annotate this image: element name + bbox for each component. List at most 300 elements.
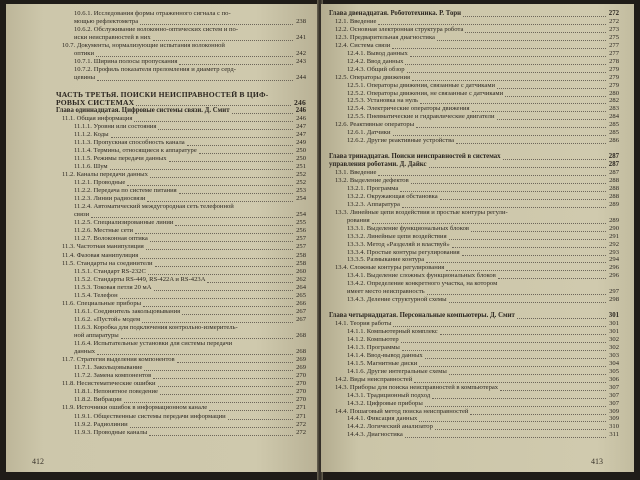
toc-entry — [335, 42, 619, 50]
toc-entry — [347, 415, 619, 423]
toc-page-number: 272 — [609, 17, 619, 25]
dot-leader — [456, 143, 606, 144]
dot-leader — [420, 103, 606, 104]
dot-leader — [140, 258, 293, 259]
dot-leader — [435, 429, 606, 430]
toc-page-number: 278 — [609, 57, 619, 65]
toc-entry — [347, 217, 619, 225]
dot-leader — [449, 239, 606, 240]
toc-entry — [335, 209, 619, 217]
dot-leader — [427, 294, 606, 295]
dot-leader — [402, 350, 606, 351]
toc-entry-title: 12.5.1. Операторы движения, связанные с датчиками — [347, 81, 496, 89]
toc-entry — [74, 340, 306, 348]
toc-page-number: 289 — [609, 216, 619, 224]
toc-entry — [347, 233, 619, 241]
toc-entry-title: мощью рефлектометра — [74, 18, 139, 26]
toc-entry — [347, 185, 619, 193]
toc-entry-title: 12.4. Система связи — [335, 41, 391, 49]
toc-page-number: 258 — [296, 259, 306, 267]
toc-entry — [335, 26, 619, 34]
toc-entry-title: 14.3.1. Традиционный подход — [347, 391, 431, 399]
toc-page-number: 252 — [296, 171, 306, 178]
toc-page-number: 270 — [296, 372, 306, 380]
toc-entry — [347, 400, 619, 408]
dot-leader — [412, 80, 606, 81]
toc-entry-title: 14.3.2. Цифровые приборы — [347, 399, 423, 407]
dot-leader — [209, 410, 293, 411]
left-page-number: 412 — [32, 457, 44, 466]
toc-entry — [62, 380, 306, 388]
toc-entry — [335, 376, 619, 384]
toc-entry — [347, 249, 619, 257]
dot-leader — [96, 56, 293, 57]
toc-entry — [347, 360, 619, 368]
toc-entry-title: РОВЫХ СИСТЕМАХ — [56, 98, 135, 107]
dot-leader — [497, 88, 606, 89]
dot-leader — [120, 298, 293, 299]
toc-entry-title: Глава двенадцатая. Робототехника. Р. Торн — [329, 10, 462, 17]
toc-entry-title: 14.1. Теория работы — [335, 320, 392, 328]
toc-page-number: 271 — [296, 404, 306, 412]
toc-entry — [62, 243, 306, 251]
toc-entry-title: 14.4.1. Фиксация данных — [347, 415, 418, 423]
toc-page-number: 252 — [296, 179, 306, 187]
dot-leader — [179, 64, 293, 65]
toc-entry — [74, 316, 306, 324]
toc-entry-title: 11.1.4. Термины, относящиеся к аппаратуре — [74, 146, 197, 154]
toc-entry — [74, 147, 306, 155]
toc-entry — [347, 201, 619, 209]
toc-entry — [74, 123, 306, 131]
toc-page-number: 251 — [296, 162, 306, 170]
toc-page-number: 260 — [296, 267, 306, 275]
toc-entry-title: 14.1.6. Другие интегральные схемы — [347, 367, 447, 375]
toc-entry — [347, 241, 619, 249]
dot-leader — [175, 225, 293, 226]
toc-page-number: 257 — [296, 243, 306, 251]
toc-page-number: 304 — [609, 359, 619, 367]
toc-entry-title: рования — [347, 216, 370, 224]
toc-page-number: 290 — [609, 224, 619, 232]
toc-page-number: 310 — [609, 423, 619, 431]
toc-entry — [74, 364, 306, 372]
part-heading — [56, 99, 306, 107]
toc-entry-title: 12.5.4. Электрические операторы движения — [347, 105, 470, 113]
toc-entry-title: 11.4. Фазовая манипуляция — [62, 251, 139, 259]
dot-leader — [169, 161, 293, 162]
toc-entry — [335, 384, 619, 392]
toc-page-number: 285 — [609, 129, 619, 137]
dot-leader — [452, 247, 606, 248]
toc-entry-title: иски неисправностей в них — [74, 34, 151, 42]
dot-leader — [462, 255, 606, 256]
toc-entry-title: ЧАСТЬ ТРЕТЬЯ. ПОИСКИ НЕИСПРАВНОСТЕЙ В ЦИФ- — [56, 90, 269, 99]
toc-entry-title: 14.4. Пошаговый метод поиска неисправностей — [335, 407, 469, 415]
toc-entry-title: 14.4.2. Логический анализатор — [347, 423, 433, 431]
toc-entry-title: 14.1.1. Компьютерный комплекс — [347, 328, 438, 335]
toc-entry-title: 11.2.3. Линии радиосвязи — [74, 195, 146, 203]
toc-entry — [347, 82, 619, 90]
toc-entry — [74, 276, 306, 284]
toc-page-number: 272 — [296, 420, 306, 428]
toc-entry — [347, 193, 619, 201]
toc-entry-title: 11.6.2. «Пустой» модем — [74, 315, 141, 323]
dot-leader — [503, 159, 606, 160]
toc-entry-title: данных — [74, 348, 96, 356]
toc-entry — [74, 292, 306, 300]
toc-entry-title: 14.2. Виды неисправностей — [335, 375, 413, 383]
toc-entry — [74, 219, 306, 227]
dot-leader — [402, 207, 606, 208]
toc-page-number: 282 — [609, 97, 619, 105]
dot-leader — [140, 24, 293, 25]
dot-leader — [232, 113, 293, 114]
toc-entry-title: 13.3.3. Метод «Разделяй и властвуй» — [347, 240, 450, 248]
toc-entry — [347, 105, 619, 113]
dot-leader — [393, 326, 606, 327]
toc-page-number: 268 — [296, 332, 306, 339]
toc-entry — [335, 18, 619, 26]
toc-page-number: 272 — [296, 428, 306, 436]
toc-page-number: 254 — [296, 195, 306, 203]
chapter-heading — [329, 153, 619, 161]
dot-leader — [432, 398, 606, 399]
toc-page-number: 286 — [609, 137, 619, 145]
toc-entry-title: цевины — [74, 74, 96, 82]
toc-entry — [62, 404, 306, 412]
toc-entry-title: 11.6.4. Испытательные установки для системы передачи — [74, 340, 233, 348]
toc-entry — [74, 227, 306, 235]
dot-leader — [419, 366, 606, 367]
toc-page-number: 257 — [296, 235, 306, 243]
toc-entry — [347, 66, 619, 74]
dot-leader — [148, 274, 293, 275]
toc-entry — [347, 392, 619, 400]
toc-entry — [74, 211, 306, 219]
toc-page-number: 243 — [296, 58, 306, 66]
toc-page-number: 249 — [296, 138, 306, 146]
toc-page-number: 292 — [609, 240, 619, 248]
toc-entry-title: 12.3. Предварительная диагностика — [335, 33, 435, 41]
dot-leader — [472, 111, 606, 112]
toc-entry-title: 11.8.1. Непонятное поведение — [74, 388, 158, 396]
toc-page-number: 250 — [296, 154, 306, 162]
toc-entry-title: 11.9.1. Общественные системы передачи информации — [74, 412, 226, 420]
toc-entry-title: 11.9.2. Радиолинии — [74, 420, 128, 428]
toc-entry — [347, 280, 619, 288]
toc-entry — [347, 58, 619, 66]
toc-entry-title: 11.8. Несистематические ошибки — [62, 380, 156, 388]
toc-entry — [347, 256, 619, 264]
dot-leader — [177, 362, 293, 363]
toc-entry-title: 11.2. Каналы передачи данных — [62, 171, 148, 178]
dot-leader — [187, 145, 293, 146]
toc-entry — [74, 324, 306, 332]
toc-entry-title: 13.3.1. Выделение функциональных блоков — [347, 224, 470, 232]
dot-leader — [407, 72, 606, 73]
toc-entry — [74, 421, 306, 429]
toc-page-number: 287 — [608, 153, 619, 161]
toc-entry-title: 11.6.3. Коробка для подключения контрольно-измеритель- — [74, 323, 238, 331]
toc-page-number: 268 — [296, 348, 306, 356]
dot-leader — [425, 358, 606, 359]
toc-page-number: 307 — [609, 391, 619, 399]
dot-leader — [158, 129, 293, 130]
dot-leader — [143, 306, 293, 307]
toc-entry-title: 11.2.5. Специализированные линии — [74, 219, 174, 227]
dot-leader — [150, 241, 293, 242]
dot-leader — [97, 354, 293, 355]
dot-leader — [228, 419, 293, 420]
toc-page-number: 264 — [296, 283, 306, 291]
toc-entry-title: Глава тринадцатая. Поиски неисправностей в системах — [329, 153, 501, 161]
dot-leader — [414, 382, 606, 383]
dot-leader — [147, 201, 293, 202]
dot-leader — [497, 119, 606, 120]
toc-page-number: 288 — [609, 176, 619, 184]
toc-entry-title: 12.4.3. Общий обзор — [347, 65, 405, 73]
toc-page-number: 288 — [609, 192, 619, 200]
toc-entry — [347, 90, 619, 98]
dot-leader — [182, 314, 293, 315]
dot-leader — [134, 121, 293, 122]
toc-entry — [74, 203, 306, 211]
toc-entry-title: 13.2.3. Аппаратура — [347, 200, 400, 208]
toc-page-number: 283 — [609, 105, 619, 113]
toc-entry — [62, 42, 306, 50]
toc-entry — [347, 296, 619, 304]
dot-leader — [149, 435, 293, 436]
toc-page-number: 247 — [296, 122, 306, 130]
dot-leader — [372, 223, 606, 224]
toc-entry — [56, 82, 306, 90]
part-heading — [56, 91, 306, 99]
toc-entry-title: 12.4.2. Ввод данных — [347, 57, 404, 65]
toc-entry-title: 13.3. Линейные цепи воздействия и простые контуры регули- — [335, 208, 508, 216]
toc-page-number: 296 — [609, 264, 619, 272]
toc-entry-title: 11.1.5. Режимы передачи данных — [74, 154, 167, 162]
toc-page-number: 291 — [609, 232, 619, 240]
toc-entry — [74, 163, 306, 171]
toc-page-number: 293 — [609, 248, 619, 256]
toc-entry — [347, 272, 619, 280]
toc-page-number: 250 — [296, 146, 306, 154]
toc-page-number: 277 — [609, 49, 619, 57]
toc-page-number: 287 — [608, 161, 619, 169]
toc-entry — [347, 431, 619, 439]
toc-entry-title: 11.2.1. Проводные — [74, 179, 126, 187]
dot-leader — [378, 175, 606, 176]
toc-page-number: 254 — [296, 211, 306, 219]
toc-entry-title: 11.8.2. Вибрации — [74, 396, 122, 404]
dot-leader — [517, 318, 606, 319]
chapter-heading — [329, 312, 619, 320]
toc-entry — [74, 179, 306, 187]
toc-entry — [74, 58, 306, 66]
dot-leader — [470, 414, 606, 415]
dot-leader — [130, 427, 293, 428]
toc-entry — [347, 288, 619, 296]
toc-entry-title: 11.9.3. Проводные каналы — [74, 428, 148, 436]
toc-page-number: 301 — [608, 312, 619, 320]
toc-page-number: 271 — [296, 412, 306, 420]
toc-entry — [74, 66, 306, 74]
toc-page-number: 279 — [609, 81, 619, 89]
toc-page-number: 311 — [609, 431, 619, 439]
toc-entry-title: 14.1.2. Компьютер — [347, 335, 399, 343]
dot-leader — [392, 48, 606, 49]
toc-entry — [74, 187, 306, 195]
chapter-heading — [329, 161, 619, 169]
toc-entry — [74, 413, 306, 421]
toc-entry — [347, 368, 619, 376]
toc-entry-title: 13.2.1. Программа — [347, 184, 399, 192]
toc-entry — [62, 300, 306, 308]
dot-leader — [426, 262, 606, 263]
toc-entry-title: связи — [74, 211, 90, 219]
dot-leader — [505, 96, 606, 97]
dot-leader — [419, 421, 606, 422]
dot-leader — [146, 249, 293, 250]
dot-leader — [136, 105, 291, 106]
toc-entry-title: 11.1.6. Шум — [74, 162, 108, 170]
toc-page-number: 288 — [609, 184, 619, 192]
toc-entry — [62, 115, 306, 123]
toc-page-number: 309 — [609, 407, 619, 415]
toc-entry — [74, 139, 306, 147]
toc-entry — [335, 408, 619, 416]
toc-entry-title: 13.4.2. Определение конкретного участка, на котором — [347, 280, 498, 288]
toc-entry — [329, 145, 619, 153]
toc-entry — [335, 121, 619, 129]
toc-entry-title: 13.3.5. Размыкание контура — [347, 256, 425, 264]
toc-entry — [74, 74, 306, 82]
toc-page-number: 247 — [296, 130, 306, 138]
toc-page-number: 302 — [609, 343, 619, 351]
toc-page-number: 269 — [296, 364, 306, 372]
dot-leader — [449, 302, 606, 303]
dot-leader — [110, 169, 293, 170]
toc-page-number: 277 — [609, 41, 619, 49]
toc-page-number: 287 — [609, 169, 619, 176]
dot-leader — [463, 16, 606, 17]
dot-leader — [124, 402, 293, 403]
toc-entry — [335, 74, 619, 82]
toc-entry-title: 12.1. Введение — [335, 17, 377, 25]
toc-entry — [347, 113, 619, 121]
dot-leader — [111, 137, 293, 138]
toc-entry-title: 11.2.4. Автоматический междугородная сеть телефонной — [74, 203, 234, 211]
dot-leader — [121, 338, 293, 339]
toc-entry-title: 13.4.3. Деление структурной схемы — [347, 296, 447, 304]
toc-entry-title: 12.6.2. Другие реактивные устройства — [347, 137, 455, 145]
toc-entry — [74, 332, 306, 340]
toc-entry-title: 13.3.2. Линейные цепи воздействия — [347, 232, 447, 240]
toc-entry-title: 10.6.1. Исследования формы отраженного сигнала с по- — [74, 10, 231, 17]
toc-page-number: 267 — [296, 307, 306, 315]
toc-page-number: 284 — [609, 113, 619, 121]
toc-page-number: 265 — [296, 291, 306, 299]
toc-entry — [74, 235, 306, 243]
toc-entry-title: 11.2.7. Волоконная оптика — [74, 235, 148, 243]
toc-entry — [74, 10, 306, 18]
dot-leader — [411, 183, 606, 184]
toc-page-number: 246 — [295, 106, 306, 114]
toc-entry-title: имеет место неисправность — [347, 288, 425, 296]
dot-leader — [425, 406, 606, 407]
dot-leader — [150, 177, 293, 178]
toc-page-number: 258 — [296, 251, 306, 259]
toc-entry — [347, 225, 619, 233]
toc-entry-title: 12.5.5. Пневматические и гидравлические двигатели — [347, 113, 495, 121]
toc-entry-title: 11.5.3. Токовая петля 20 мА — [74, 283, 152, 291]
toc-entry — [62, 356, 306, 364]
toc-entry-title: 10.7.1. Ширина полосы пропускания — [74, 58, 178, 66]
dot-leader — [160, 394, 293, 395]
toc-entry — [74, 34, 306, 42]
toc-page-number: 270 — [296, 380, 306, 388]
toc-page-number: 285 — [609, 121, 619, 129]
toc-page-number: 275 — [609, 33, 619, 41]
toc-entry-title: 13.2.2. Окружающая обстановка — [347, 192, 438, 200]
toc-entry-title: 11.5.2. Стандарты RS-449, RS-422A и RS-423A — [74, 275, 206, 283]
toc-page-number: 305 — [609, 367, 619, 375]
chapter-heading — [329, 10, 619, 18]
toc-entry-title: 12.5. Операторы движения — [335, 73, 411, 81]
toc-page-number: 273 — [609, 25, 619, 33]
toc-entry-title: оптики — [74, 50, 94, 58]
toc-entry-title: 11.5.4. Телефон — [74, 291, 118, 299]
toc-page-number: 301 — [609, 328, 619, 335]
toc-page-number: 279 — [609, 65, 619, 73]
dot-leader — [446, 270, 606, 271]
toc-page-number: 298 — [609, 296, 619, 304]
dot-leader — [142, 322, 293, 323]
left-page — [6, 4, 319, 472]
dot-leader — [440, 334, 606, 335]
toc-entry — [62, 260, 306, 268]
toc-entry-title: 12.5.3. Установка на нуль — [347, 97, 419, 105]
toc-entry — [74, 26, 306, 34]
toc-entry-title: Глава одиннадцатая. Цифровые системы связи. Д. Смит — [56, 106, 230, 114]
toc-entry-title: 10.6.2. Обслуживание волоконно-оптических систем и по- — [74, 26, 239, 34]
toc-entry — [62, 171, 306, 179]
toc-entry — [347, 423, 619, 431]
toc-page-number: 238 — [296, 18, 306, 26]
toc-entry-title: 11.9. Источники ошибок в информационном канале — [62, 404, 208, 412]
toc-page-number: 302 — [609, 335, 619, 343]
toc-entry — [347, 50, 619, 58]
dot-leader — [405, 64, 606, 65]
toc-entry — [347, 336, 619, 344]
dot-leader — [154, 290, 293, 291]
right-page-number: 413 — [591, 457, 603, 466]
toc-entry — [347, 352, 619, 360]
toc-entry-title: 14.3. Приборы для поиска неисправностей в компьютерах — [335, 383, 499, 391]
toc-page-number: 267 — [296, 315, 306, 323]
toc-entry-title: 11.5.1. Стандарт RS-232C — [74, 267, 146, 275]
toc-page-number: 280 — [609, 89, 619, 97]
toc-entry — [74, 308, 306, 316]
toc-entry-title: 14.1.3. Программы — [347, 343, 400, 351]
toc-entry-title: 12.5.2. Операторы движения, не связанные с датчиками — [347, 89, 504, 97]
toc-entry-title: 13.3.4. Простые контуры регулирования — [347, 248, 460, 256]
toc-entry-title: 12.4.1. Вывод данных — [347, 49, 408, 57]
toc-entry — [62, 252, 306, 260]
toc-page-number: 272 — [608, 10, 619, 17]
dot-leader — [378, 24, 606, 25]
